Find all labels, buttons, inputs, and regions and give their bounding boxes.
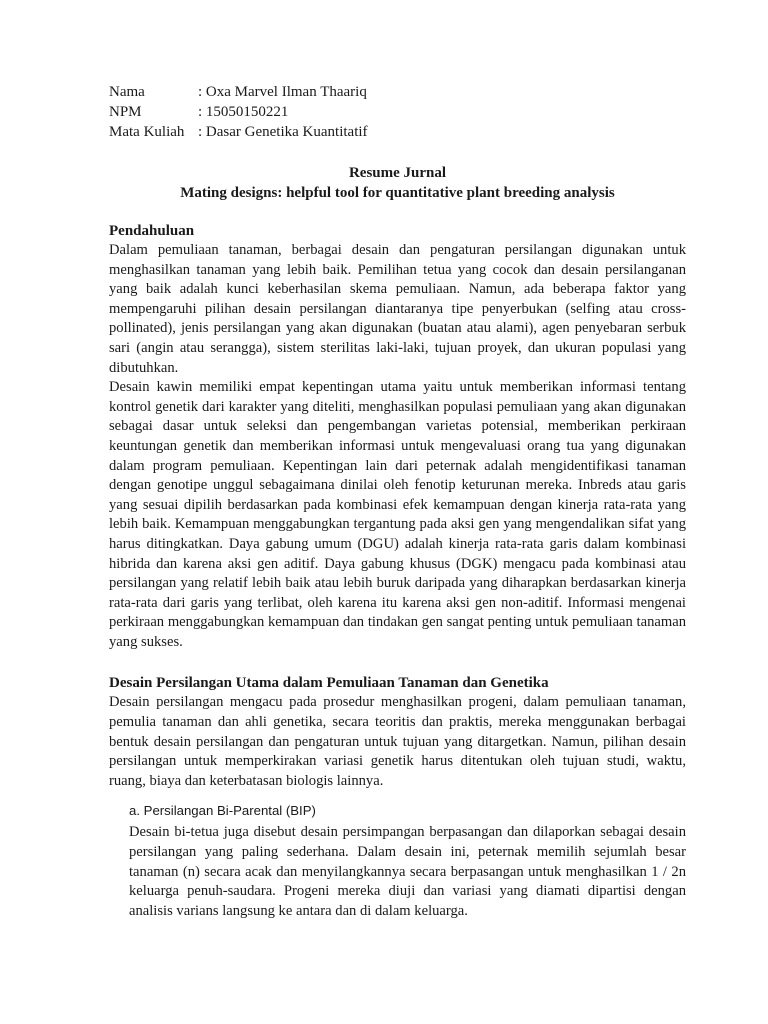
section-heading-pendahuluan: Pendahuluan	[109, 223, 195, 239]
nama-label: Nama	[109, 84, 145, 100]
meta-row-mata-kuliah	[109, 122, 686, 142]
document-title: Resume Jurnal	[348, 165, 447, 181]
paragraph: Dalam pemuliaan tanaman, berbagai desain dan pengaturan persilangan digunakan untuk menghasilkan tanaman yang lebih baik. Pemilihan tetua yang cocok dan desain persilanganan yang baik adalah kunci keberhasilan skema pemuliaan. Namun, ada beberapa faktor yang mempengaruhi pilihan desain persilangan diantaranya tipe penyerbukan (selfing atau cross-pollinated), jenis persilangan yang akan digunakan (buatan atau alami), agen penyebaran serbuk sari (angin atau serangga), sistem sterilitas laki-laki, tujuan proyek, dan ukuran populasi yang dibutuhkan.	[109, 242, 686, 376]
nama-value: : Oxa Marvel Ilman Thaariq	[198, 84, 367, 100]
mata-kuliah-value: : Dasar Genetika Kuantitatif	[198, 124, 368, 140]
mata-kuliah-label: Mata Kuliah	[109, 124, 185, 140]
subsection-heading-bip: a. Persilangan Bi-Parental (BIP)	[129, 803, 316, 819]
paragraph: Desain persilangan mengacu pada prosedur menghasilkan progeni, dalam pemuliaan tanaman, pemulia tanaman dan ahli genetika, secara teoritis dan praktis, mereka menggunakan berbagai bentuk desain persilangan dan pengaturan untuk tujuan yang ditargetkan. Namun, pilihan desain persilangan untuk memperkirakan variasi genetik harus ditentukan oleh tujuan studi, waktu, ruang, biaya dan keterbatasan biologis lainnya.	[109, 694, 686, 789]
npm-label: NPM	[109, 104, 142, 120]
subsection-bip	[129, 801, 686, 921]
section-heading-desain: Desain Persilangan Utama dalam Pemuliaan Tanaman dan Genetika	[109, 675, 549, 692]
paragraph: Desain bi-tetua juga disebut desain persimpangan berpasangan dan dilaporkan sebagai desain persilangan yang paling sederhana. Dalam desain ini, peternak memilih sejumlah besar tanaman (n) secara acak dan menyilangkannya secara berpasangan untuk menghasilkan 1 / 2n keluarga penuh-saudara. Progeni mereka diuji dan variasi yang diamati dipartisi dengan analisis varians langsung ke antara dan di dalam keluarga.	[129, 824, 686, 919]
meta-row-npm	[109, 102, 686, 122]
document-subtitle: Mating designs: helpful tool for quantitative plant breeding analysis	[180, 185, 615, 201]
meta-row-nama	[109, 82, 686, 102]
section-pendahuluan	[109, 221, 686, 652]
paragraph: Desain kawin memiliki empat kepentingan utama yaitu untuk memberikan informasi tentang kontrol genetik dari karakter yang diteliti, menghasilkan populasi pemuliaan yang akan digunakan sebagai dasar untuk seleksi dan pengembangan varietas potensial, memberikan perkiraan keuntungan genetik dan memberikan informasi untuk mengevaluasi orang tua yang digunakan dalam program pemuliaan. Kepentingan lain dari peternak adalah mengidentifikasi tanaman dengan genotipe unggul sebagaimana dinilai oleh fenotip keturunan mereka. Inbreds atau garis yang sesuai dipilih berdasarkan pada kombinasi efek kemampuan dengan kinerja rata-rata yang lebih baik. Kemampuan menggabungkan tergantung pada aksi gen yang mengendalikan sifat yang harus ditingkatkan. Daya gabung umum (DGU) adalah kinerja rata-rata garis dalam kombinasi hibrida dan karena aksi gen aditif. Daya gabung khusus (DGK) mengacu pada kombinasi atau persilangan yang relatif lebih baik atau lebih buruk daripada yang diharapkan berdasarkan kinerja rata-rata dari garis yang terlibat, oleh karena itu karena aksi gen non-aditif. Informasi mengenai perkiraan menggabungkan kemampuan dan tindakan gen sangat penting untuk pemuliaan tanaman yang sukses.	[109, 379, 686, 650]
section-desain-persilangan	[109, 673, 686, 921]
student-info	[109, 82, 686, 142]
title-block	[109, 163, 686, 203]
npm-value: : 15050150221	[198, 104, 289, 120]
